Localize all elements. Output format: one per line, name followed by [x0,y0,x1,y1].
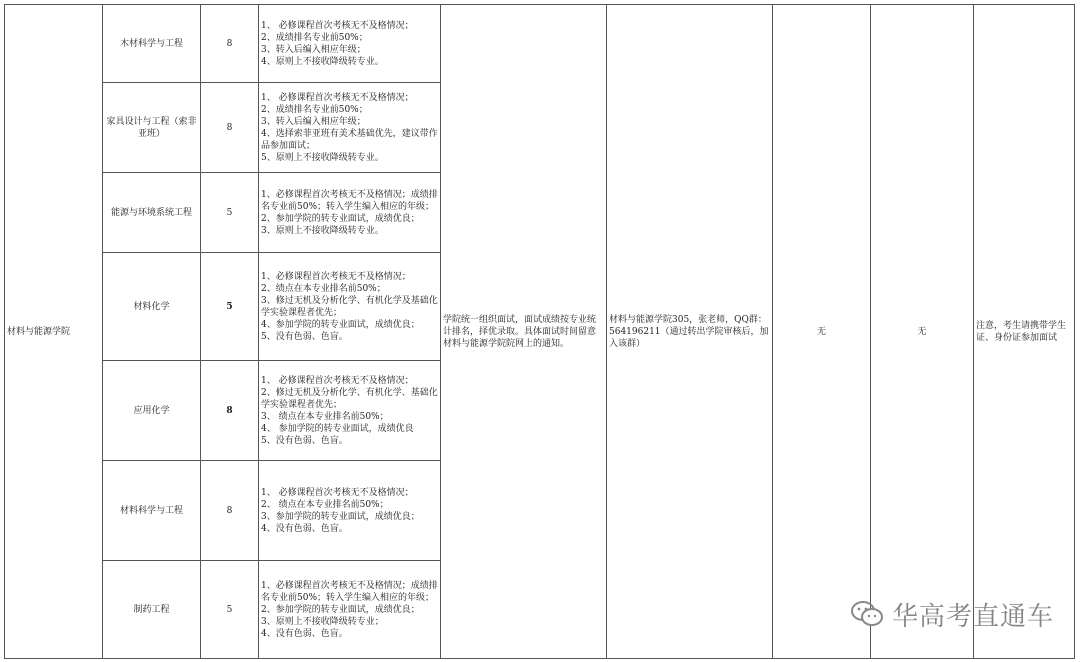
requirement-line: 3、转入后编入相应年级； [261,44,366,55]
requirements-cell [259,253,441,361]
requirement-line: 2、参加学院的转专业面试，成绩优良； [261,213,420,224]
notes-cell: 注意，考生请携带学生证、身份证参加面试 [974,5,1075,659]
watermark [850,594,1054,634]
major-name-cell: 能源与环境系统工程 [103,173,201,253]
requirements-cell [259,361,441,461]
quota-cell: 5 [201,253,259,361]
requirement-line: 3、修过无机及分析化学、有机化学及基础化学实验课程者优先； [261,295,438,318]
quota-cell: 8 [201,361,259,461]
requirement-line: 3、转入后编入相应年级； [261,116,366,127]
major-name-cell: 木材科学与工程 [103,5,201,83]
major-name-cell: 制药工程 [103,561,201,659]
requirements-cell [259,461,441,561]
requirement-line: 3、 绩点在本专业排名前50%； [261,411,389,422]
requirement-line: 3、原则上不接收降级转专业。 [261,225,384,236]
requirement-line: 4、选择索菲亚班有美术基础优先，建议带作品参加面试； [261,128,438,151]
none-cell: 无 [773,5,871,659]
requirement-line: 2、绩点在本专业排名前50%； [261,283,386,294]
quota-cell: 8 [201,83,259,173]
exam-method-cell: 学院统一组织面试，面试成绩按专业统计排名，择优录取。具体面试时间留意材料与能源学院院网上的通知。 [441,5,607,659]
requirements-cell [259,5,441,83]
requirement-line: 5、原则上不接收降级转专业。 [261,152,384,163]
requirement-line: 4、 参加学院的转专业面试，成绩优良 [261,423,414,434]
none-cell: 无 [871,5,974,659]
requirement-line: 1、 必修课程首次考核无不及格情况； [261,92,414,103]
contact-cell: 材料与能源学院305，张老师，QQ群：564196211（通过转出学院审核后，加入该群） [607,5,773,659]
watermark-text: 华高考直通车 [891,601,1054,632]
quota-cell: 5 [201,561,259,659]
table-row [5,5,1075,83]
requirement-line: 4、没有色弱、色盲。 [261,523,348,534]
requirement-line: 2、修过无机及分析化学、有机化学、基础化学实验课程者优先； [261,387,438,410]
requirement-line: 4、没有色弱、色盲。 [261,628,348,639]
major-name-cell: 家具设计与工程（索非亚班） [103,83,201,173]
requirement-line: 3、参加学院的转专业面试，成绩优良； [261,511,420,522]
quota-cell: 8 [201,461,259,561]
requirement-line: 1、 必修课程首次考核无不及格情况； [261,20,414,31]
requirement-line: 1、必修课程首次考核无不及格情况；成绩排名专业前50%；转入学生编入相应的年级； [261,189,438,212]
wechat-icon [850,600,884,628]
transfer-major-table [4,4,1075,659]
requirement-line: 2、成绩排名专业前50%； [261,32,368,43]
requirement-line: 4、参加学院的转专业面试，成绩优良； [261,319,420,330]
college-cell: 材料与能源学院 [5,5,103,659]
requirement-line: 1、 必修课程首次考核无不及格情况； [261,375,414,386]
requirement-line: 1、 必修课程首次考核无不及格情况； [261,487,414,498]
requirement-line: 4、原则上不接收降级转专业。 [261,56,384,67]
requirement-line: 1、必修课程首次考核无不及格情况； [261,271,411,282]
requirement-line: 3、原则上不接收降级转专业； [261,616,384,627]
major-name-cell: 材料化学 [103,253,201,361]
requirement-line: 5、没有色弱、色盲。 [261,331,348,342]
requirement-line: 2、参加学院的转专业面试，成绩优良； [261,604,420,615]
requirements-cell [259,173,441,253]
quota-cell: 5 [201,173,259,253]
requirement-line: 1、必修课程首次考核无不及格情况；成绩排名专业前50%；转入学生编入相应的年级； [261,580,438,603]
requirement-line: 5、没有色弱、色盲。 [261,435,348,446]
requirements-cell [259,561,441,659]
requirement-line: 2、成绩排名专业前50%； [261,104,368,115]
requirement-line: 2、 绩点在本专业排名前50%； [261,499,389,510]
requirements-cell [259,83,441,173]
major-name-cell: 材料科学与工程 [103,461,201,561]
quota-cell: 8 [201,5,259,83]
major-name-cell: 应用化学 [103,361,201,461]
